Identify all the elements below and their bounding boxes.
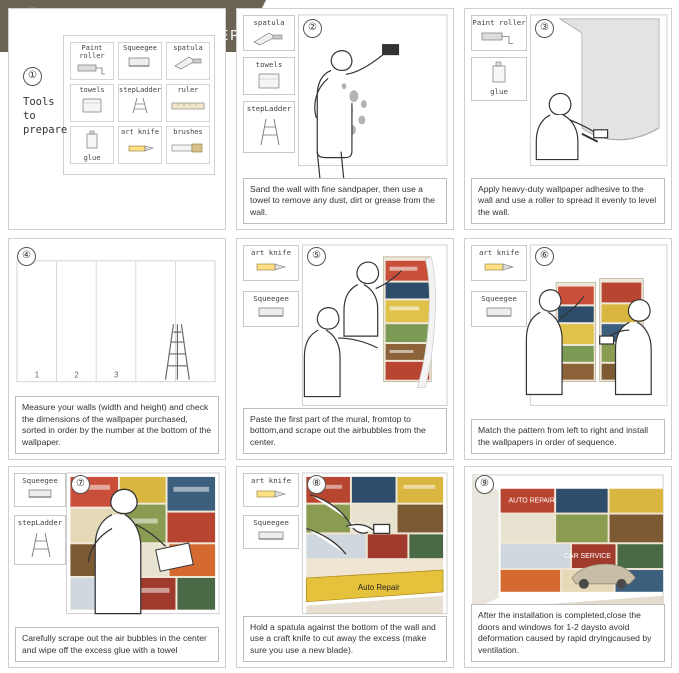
tool-chip-art-knife[interactable] — [118, 126, 162, 164]
step-number-6: ⑥ — [535, 247, 554, 266]
step-panel-4 — [8, 238, 226, 460]
mural-wall — [501, 489, 663, 592]
step-caption-9: After the installation is completed,close the doors and windows for 1-2 daysto avoid deformation caused by rapid dryingcaused by ventilation. — [471, 604, 665, 662]
tool-label: Squeegee — [253, 294, 289, 303]
step-caption-7: Carefully scrape out the air bubbles in the center and wipe off the excess glue with a towel — [15, 627, 219, 662]
step-panel-9 — [464, 466, 672, 668]
brushes-icon — [170, 140, 206, 158]
step-caption-8: Hold a spatula against the bottom of the wall and use a craft knife to cut away the excess (make sure you use a new blade). — [243, 616, 447, 662]
step-number-9: ⑨ — [475, 475, 494, 494]
tools-heading-line2: to — [23, 110, 36, 122]
tool-label: Squeegee — [22, 476, 58, 485]
tools-box — [63, 35, 215, 175]
tool-label: spatula — [173, 44, 203, 52]
step-number-5: ⑤ — [307, 247, 326, 266]
tool-label: ruler — [177, 86, 199, 94]
step-panel-3 — [464, 8, 672, 230]
step-caption-5: Paste the first part of the mural, fromtop to bottom,and scrape out the airbubbles from the center. — [243, 408, 447, 454]
step-caption-2: Sand the wall with fine sandpaper, then use a towel to remove any dust, dirt or grease from the wall. — [243, 178, 447, 224]
step-caption-6: Match the pattern from left to right and install the wallpapers in order of sequence. — [471, 419, 665, 454]
tool-chip-spatula[interactable] — [166, 42, 210, 80]
step-panel-6 — [464, 238, 672, 460]
tool-label: Squeegee — [123, 44, 157, 52]
tool-label: stepLadder — [119, 86, 162, 94]
tool-label: Squeegee — [481, 294, 517, 303]
tool-label: art knife — [250, 248, 292, 257]
tool-label: Squeegee — [253, 518, 289, 527]
step-caption-4: Measure your walls (width and height) and check the dimensions of the wallpaper purchased, sorted in order by the number at the bottom of the wallpaper. — [15, 396, 219, 454]
wall-mark-3: 3 — [114, 370, 119, 380]
step-panel-7 — [8, 466, 226, 668]
tool-chip-ruler[interactable] — [166, 84, 210, 122]
tool-chip-brushes[interactable] — [166, 126, 210, 164]
mural-text-auto-repair: Auto Repair — [357, 582, 400, 592]
tool-label: Paint roller — [79, 44, 105, 60]
step-panel-1 — [8, 8, 226, 230]
tool-chip-stepladder[interactable] — [118, 84, 162, 122]
step-number-7: ⑦ — [71, 475, 90, 494]
tool-chip-squeegee[interactable] — [118, 42, 162, 80]
art-knife-icon — [123, 140, 157, 158]
squeegee-icon — [123, 54, 157, 72]
mural-text-car-service: CAR SERVICE — [564, 553, 611, 561]
step-panel-5 — [236, 238, 454, 460]
towels-icon — [75, 96, 109, 116]
wall-mark-1: 1 — [34, 370, 40, 380]
tools-heading-line1: Tools — [23, 96, 55, 108]
tool-chip-towels[interactable] — [70, 84, 114, 122]
tool-label: stepLadder — [246, 104, 292, 113]
tool-label: towels — [79, 86, 105, 94]
step-number-2: ② — [303, 19, 322, 38]
tool-chip-glue[interactable] — [70, 126, 114, 164]
step-number-3: ③ — [535, 19, 554, 38]
tool-label: art knife — [121, 128, 159, 136]
mural-text-auto-repair: AUTO REPAIR — [508, 497, 555, 505]
tool-label: art knife — [250, 476, 292, 485]
tool-label: brushes — [173, 128, 203, 136]
steps-grid — [8, 4, 672, 668]
paint-roller-icon — [75, 61, 109, 79]
tool-label: Paint roller — [472, 18, 526, 27]
tool-chip-paint-roller[interactable] — [70, 42, 114, 80]
tools-heading — [23, 95, 71, 137]
side-wall — [473, 475, 499, 610]
step-number-8: ⑧ — [307, 475, 326, 494]
tool-label: glue — [83, 154, 101, 162]
tools-heading-line3: prepare — [23, 124, 68, 136]
tool-label: glue — [490, 87, 508, 96]
step-number-4: ④ — [17, 247, 36, 266]
spatula-icon — [171, 54, 205, 72]
step-number-1: ① — [23, 67, 42, 86]
wall-mark-2: 2 — [74, 370, 79, 380]
glue-icon — [75, 130, 109, 154]
step-panel-2 — [236, 8, 454, 230]
step-caption-3: Apply heavy-duty wallpaper adhesive to the wall and use a roller to spread it evenly to level the wall. — [471, 178, 665, 224]
stepladder-icon — [123, 95, 157, 115]
step-panel-8 — [236, 466, 454, 668]
tool-label: towels — [255, 60, 283, 69]
tool-label: stepLadder — [17, 518, 63, 527]
ruler-icon — [170, 98, 206, 116]
tool-label: art knife — [478, 248, 520, 257]
mural-wall — [70, 477, 215, 610]
tool-label: spatula — [253, 18, 285, 27]
